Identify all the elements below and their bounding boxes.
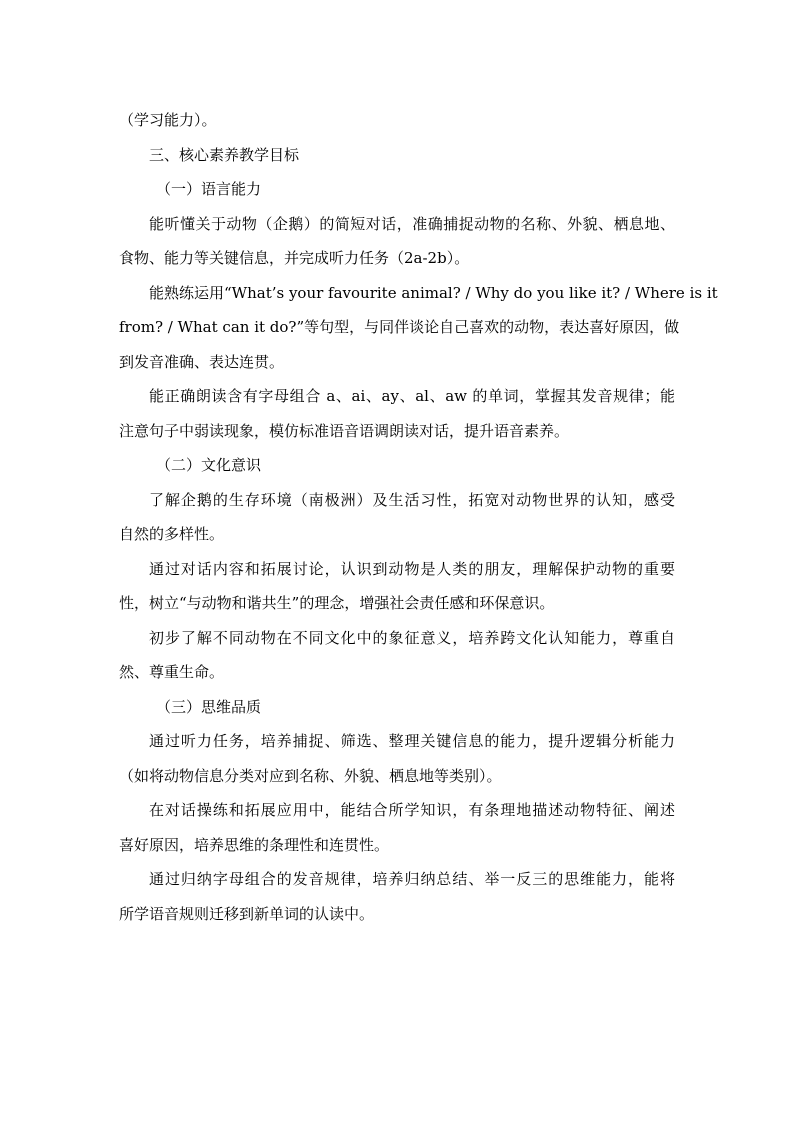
document-body	[119, 103, 718, 931]
subsection-heading: （一）语言能力	[156, 180, 262, 198]
text-line: 初步了解不同动物在不同文化中的象征意义，培养跨文化认知能力，尊重自	[149, 628, 675, 647]
text-line: 能熟练运用“What’s your favourite animal? / Why do you like it? / Where is it	[149, 283, 718, 302]
text-line: 自然的多样性。	[119, 525, 225, 543]
text-line: from? / What can it do?”等句型，与同伴谈论自己喜欢的动物，表达喜好原因，做	[119, 318, 680, 336]
text-line: 能正确朗读含有字母组合 a、ai、ay、al、aw 的单词，掌握其发音规律；能	[149, 387, 675, 405]
text-line: 在对话操练和拓展应用中，能结合所学知识，有条理地描述动物特征、阐述	[149, 801, 675, 819]
text-line: 通过听力任务，培养捕捉、筛选、整理关键信息的能力，提升逻辑分析能力	[149, 732, 675, 750]
text-line: 了解企鹅的生存环境（南极洲）及生活习性，拓宽对动物世界的认知，感受	[149, 490, 675, 509]
text-line: 到发音准确、表达连贯。	[119, 352, 285, 371]
text-line: 注意句子中弱读现象，模仿标准语音语调朗读对话，提升语音素养。	[119, 421, 570, 440]
section-heading: 三、核心素养教学目标	[149, 145, 300, 164]
subsection-heading: （三）思维品质	[156, 697, 262, 716]
subsection-heading: （二）文化意识	[156, 456, 262, 474]
text-line: 然、尊重生命。	[119, 663, 225, 681]
text-line: 喜好原因，培养思维的条理性和连贯性。	[119, 835, 390, 854]
text-line: 食物、能力等关键信息，并完成听力任务（2a-2b）。	[119, 249, 470, 267]
text-line: 所学语音规则迁移到新单词的认读中。	[119, 904, 375, 923]
text-line: 通过对话内容和拓展讨论，认识到动物是人类的朋友，理解保护动物的重要	[149, 559, 675, 578]
text-line: （如将动物信息分类对应到名称、外貌、栖息地等类别）。	[119, 766, 502, 785]
text-line: 性，树立“与动物和谐共生”的理念，增强社会责任感和环保意识。	[119, 594, 555, 612]
text-line: 能听懂关于动物（企鹅）的简短对话，准确捕捉动物的名称、外貌、栖息地、	[149, 214, 675, 233]
text-line: 通过归纳字母组合的发音规律，培养归纳总结、举一反三的思维能力，能将	[149, 870, 675, 888]
text-line: （学习能力）。	[119, 111, 217, 129]
